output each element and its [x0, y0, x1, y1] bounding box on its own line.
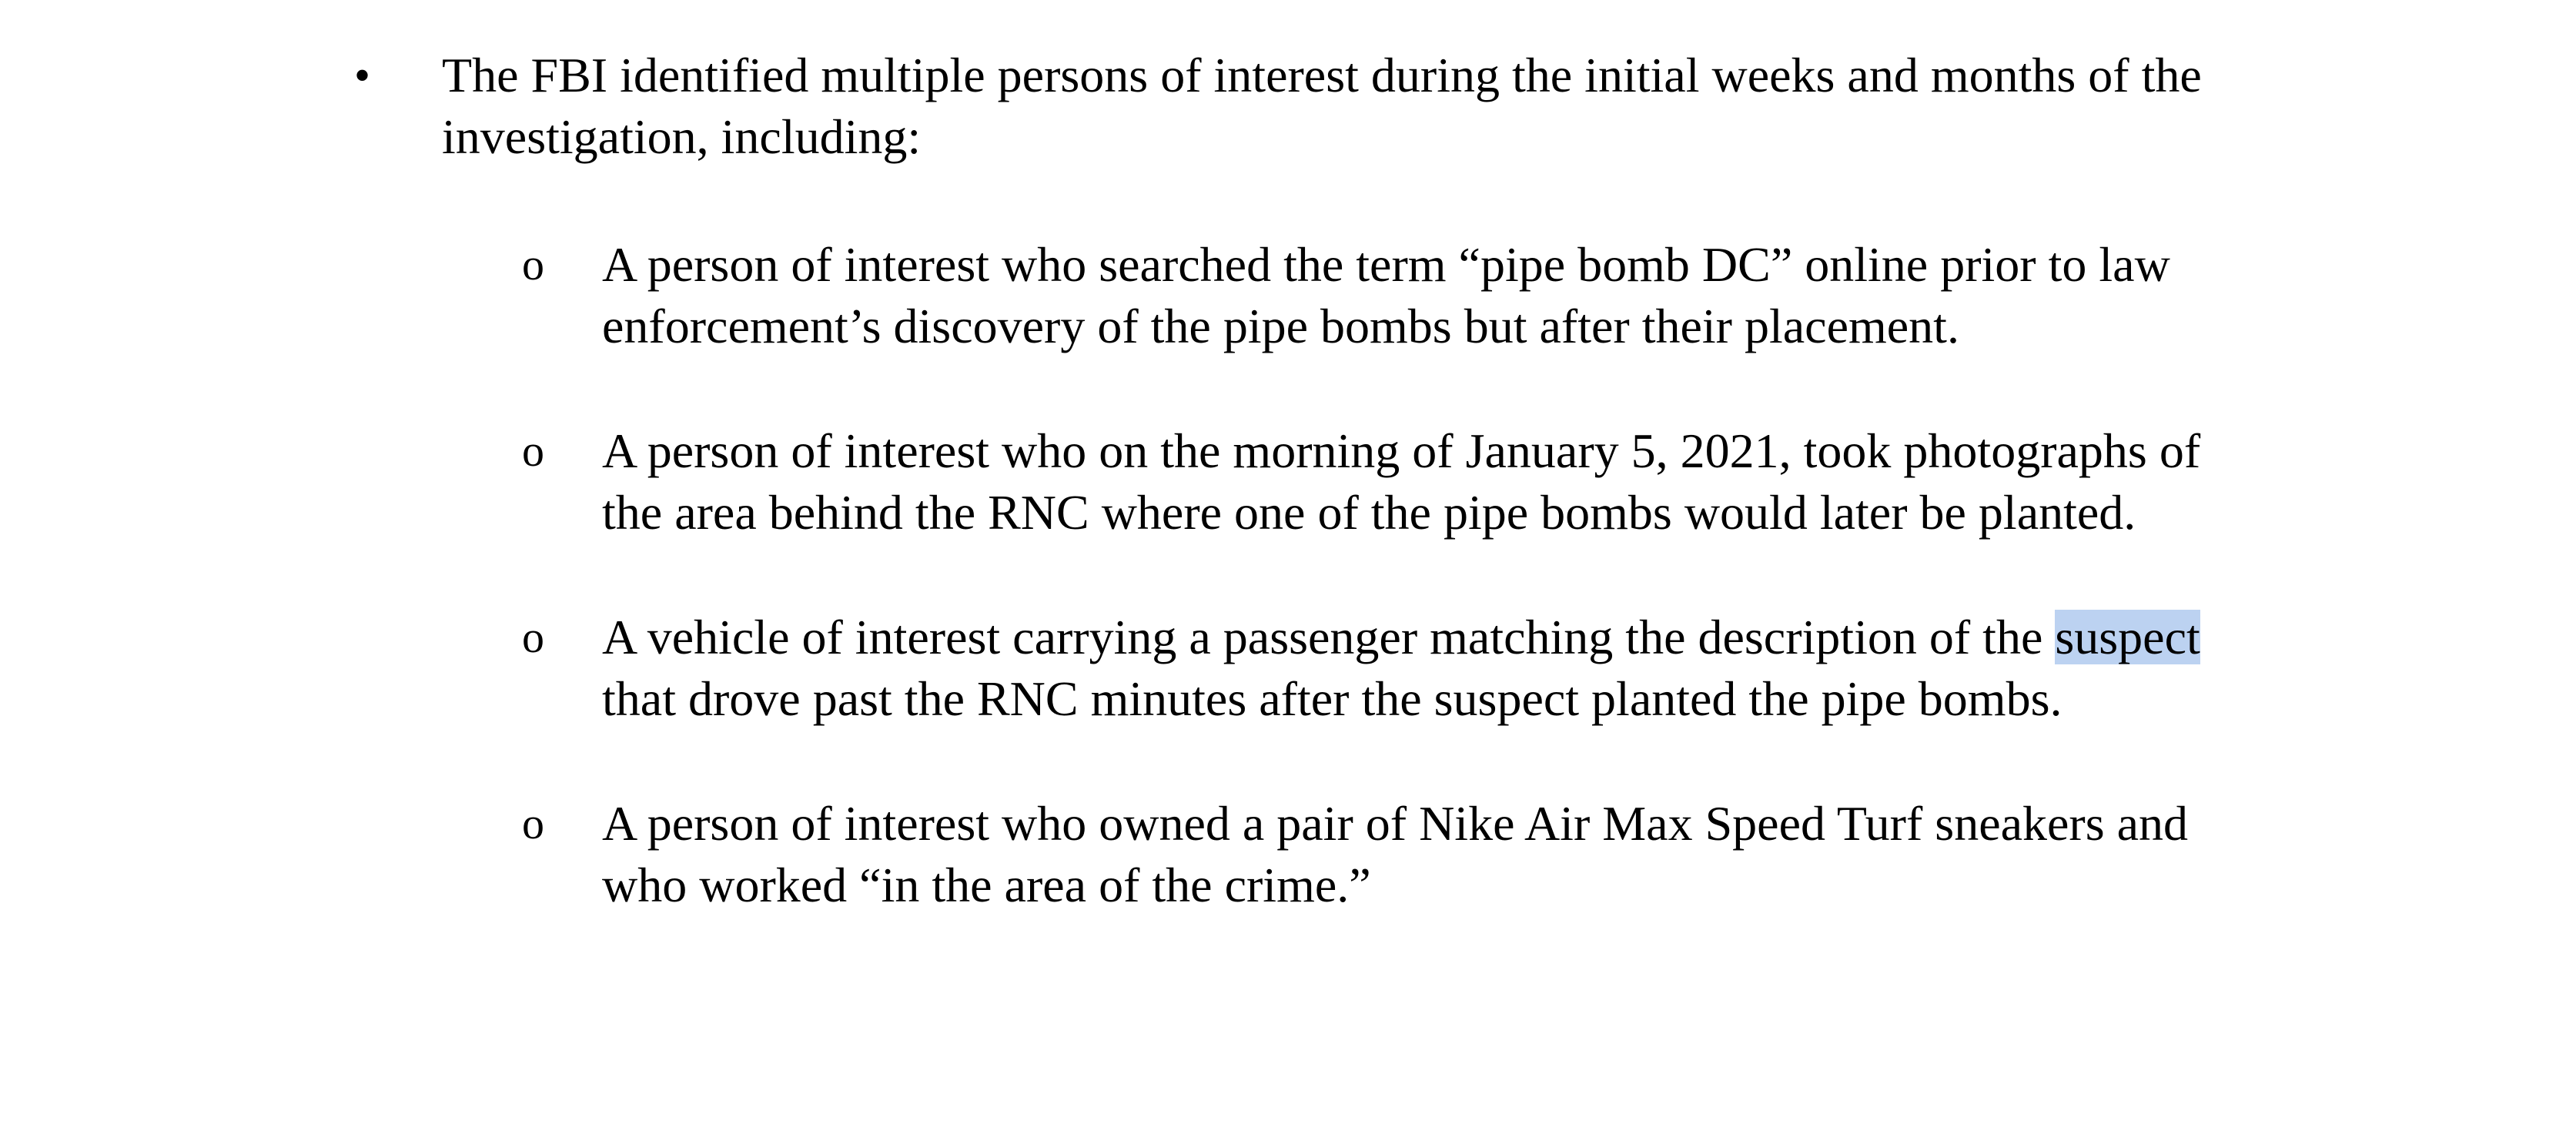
sub-bullet-marker: o [522, 239, 544, 289]
sub-bullet-marker: o [522, 798, 544, 848]
text-line [602, 607, 2200, 668]
text-line: A person of interest who on the morning of January 5, 2021, took photographs of [602, 423, 2201, 478]
sub-bullet-text[interactable] [602, 234, 2170, 357]
text-line: investigation, including: [442, 109, 922, 164]
main-bullet-text[interactable] [442, 45, 2202, 168]
sub-bullet-text[interactable] [602, 420, 2200, 544]
text-line: A person of interest who searched the term “pipe bomb DC” online prior to law [602, 237, 2170, 292]
text-line: who worked “in the area of the crime.” [602, 858, 1371, 912]
text-line: The FBI identified multiple persons of interest during the initial weeks and months of the [442, 48, 2202, 102]
text-line: that drove past the RNC minutes after the suspect planted the pipe bombs. [602, 671, 2062, 726]
selected-text[interactable]: suspect [2055, 610, 2200, 664]
text-line: the area behind the RNC where one of the pipe bombs would later be planted. [602, 485, 2136, 540]
text-line: A person of interest who owned a pair of Nike Air Max Speed Turf sneakers and [602, 796, 2189, 851]
sub-bullet-text[interactable] [602, 607, 2200, 730]
sub-bullet-marker: o [522, 426, 544, 476]
text-run: A vehicle of interest carrying a passenger matching the description of the [602, 610, 2056, 664]
sub-bullet-text[interactable] [602, 793, 2188, 916]
sub-bullet-marker: o [522, 612, 544, 662]
bullet-marker: • [354, 50, 371, 101]
text-line: enforcement’s discovery of the pipe bombs but after their placement. [602, 299, 1959, 353]
